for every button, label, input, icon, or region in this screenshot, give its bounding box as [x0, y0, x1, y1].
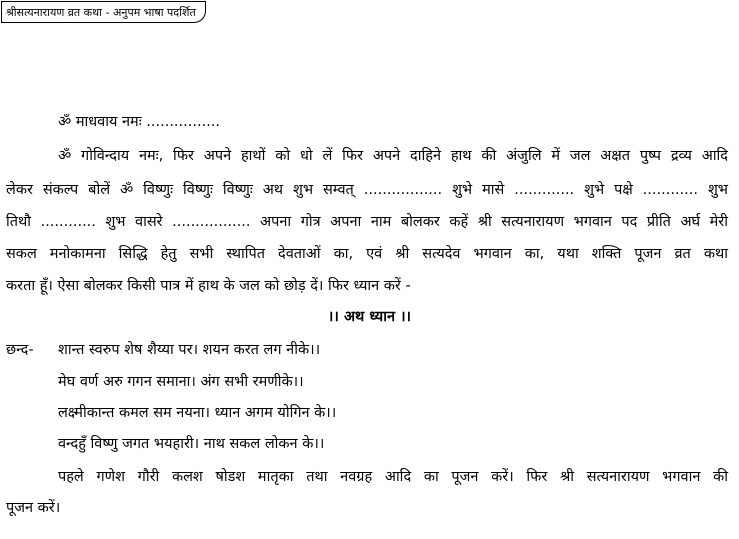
- paragraph-line: तिथौ ............ शुभ वासरे ................. अपना गोत्र अपना नाम बोलकर कहें श्री सत्यनारायण भगवान पद प्रीति अर्घ मेरी: [6, 214, 728, 230]
- closing-line: पूजन करें।: [6, 500, 61, 516]
- closing-line: पहले गणेश गौरी कलश षोडश मातृका तथा नवग्रह आदि का पूजन करें। फिर श्री सत्यनारायण भगवान की: [58, 469, 728, 485]
- paragraph-line: करता हूँ। ऐसा बोलकर किसी पात्र में हाथ के जल को छोड़ दें। फिर ध्यान करें -: [6, 278, 411, 294]
- page-header: [1, 1, 206, 23]
- verse-line: लक्ष्मीकान्त कमल सम नयना। ध्यान अगम योगिन के।।: [58, 405, 337, 421]
- verse-line: मेघ वर्ण अरु गगन समाना। अंग सभी रमणीके।।: [58, 374, 304, 390]
- paragraph-line: सकल मनोकामना सिद्धि हेतु सभी स्थापित देवताओं का, एवं श्री सत्यदेव भगवान का, यथा शक्ति पूजन व्रत कथा: [6, 246, 728, 262]
- verse-line: वन्दहुँ विष्णु जगत भयहारी। नाथ सकल लोकन के।।: [58, 436, 325, 452]
- header-title: श्रीसत्यनारायण व्रत कथा - अनुपम भाषा पदर्शित: [6, 6, 196, 19]
- paragraph-line: लेकर संकल्प बोलें ॐ विष्णुः विष्णुः विष्णुः अथ शुभ सम्वत् ................. शुभे मासे ............. शुभे पक्षे ............ शुभ: [6, 182, 728, 198]
- dhyan-heading: ।। अथ ध्यान ।।: [327, 309, 412, 325]
- paragraph-line: ॐ गोविन्दाय नमः, फिर अपने हाथों को धो लें फिर अपने दाहिने हाथ की अंजुलि में जल अक्षत पुष्प द्रव्य आदि: [58, 148, 728, 164]
- chhand-label: छन्द-: [6, 342, 34, 358]
- mantra-madhavaya: ॐ माधवाय नमः ................: [58, 114, 221, 130]
- verse-line: शान्त स्वरुप शेष शैय्या पर। शयन करत लग नीके।।: [58, 342, 321, 358]
